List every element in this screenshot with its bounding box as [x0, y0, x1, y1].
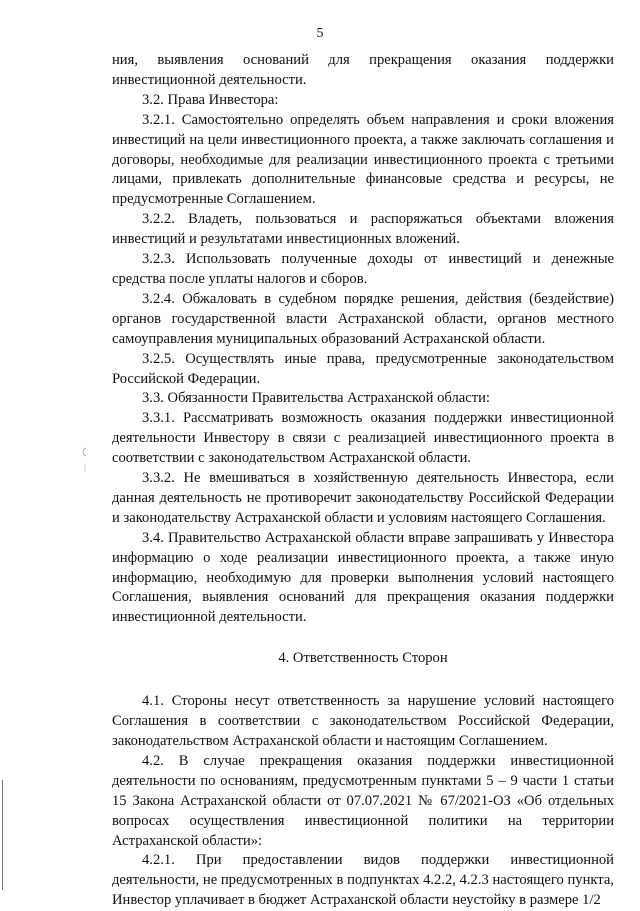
paragraph: 3.2.1. Самостоятельно определять объем направления и сроки вложения инвестиций на цели инвестиционного проекта, а также заключать соглашения и договоры, необходимые для реализации инвестиционного проекта с третьими лицами, привлекать дополнительные финансовые средства и ресурсы, не предусмотренные Соглашением.: [112, 111, 614, 208]
paragraph: 4.2. В случае прекращения оказания поддержки инвестиционной деятельности по основаниям, предусмотренным пунктами 5 – 9 части 1 статьи 15 Закона Астраханской области от 07.07.2021 № 67/2021-ОЗ «Об отдельных вопросах осуществления инвестиционной политики на территории Астраханской области»:: [112, 752, 614, 849]
margin-mark-icon: [80, 446, 90, 476]
paragraph: 3.3.1. Рассматривать возможность оказания поддержки инвестиционной деятельности Инвестору в связи с реализацией инвестиционного проекта в соответствии с законодательством Астраханской области.: [112, 410, 614, 467]
paragraph: 3.2.3. Использовать полученные доходы от инвестиций и денежные средства после уплаты налогов и сборов.: [112, 251, 614, 287]
paragraph: 3.2.4. Обжаловать в судебном порядке решения, действия (бездействие) органов государственной власти Астраханской области, органов местного самоуправления муниципальных образований Астраханской области.: [112, 290, 614, 347]
paragraph: 3.4. Правительство Астраханской области вправе запрашивать у Инвестора информацию о ходе реализации инвестиционного проекта, а также иную информацию, необходимую для проверки выполнения условий настоящего Соглашения, выявления оснований для прекращения оказания поддержки инвестиционной деятельности.: [112, 529, 614, 626]
paragraph: 3.2.2. Владеть, пользоваться и распоряжаться объектами вложения инвестиций и результатами инвестиционных вложений.: [112, 211, 614, 248]
paragraph: 3.2. Права Инвестора:: [142, 91, 279, 108]
document-body: [112, 51, 614, 911]
paragraph: 3.2.5. Осуществлять иные права, предусмотренные законодательством Российской Федерации.: [112, 350, 614, 387]
section-3-text: [112, 51, 614, 628]
paragraph: ния, выявления оснований для прекращения оказания поддержки инвестиционной деятельности.: [112, 52, 614, 88]
section-heading: 4. Ответственность Сторон: [278, 650, 448, 667]
section-4-text: [112, 692, 614, 911]
paragraph: 3.3. Обязанности Правительства Астраханской области:: [142, 390, 490, 407]
paragraph: 4.2.1. При предоставлении видов поддержки инвестиционной деятельности, не предусмотренных в подпунктах 4.2.2, 4.2.3 настоящего пункта, Инвестор уплачивает в бюджет Астраханской области неустойку в размере 1/2: [112, 852, 614, 909]
paragraph: 3.3.2. Не вмешиваться в хозяйственную деятельность Инвестора, если данная деятельность не противоречит законодательству Российской Федерации и законодательству Астраханской области и условиям настоящего Соглашения.: [112, 470, 614, 526]
page-number: 5: [316, 26, 324, 41]
paragraph: 4.1. Стороны несут ответственность за нарушение условий настоящего Соглашения в соответствии с законодательством Российской Федерации, законодательством Астраханской области и настоящим Соглашением.: [112, 693, 614, 749]
scan-edge-line: [2, 780, 3, 890]
